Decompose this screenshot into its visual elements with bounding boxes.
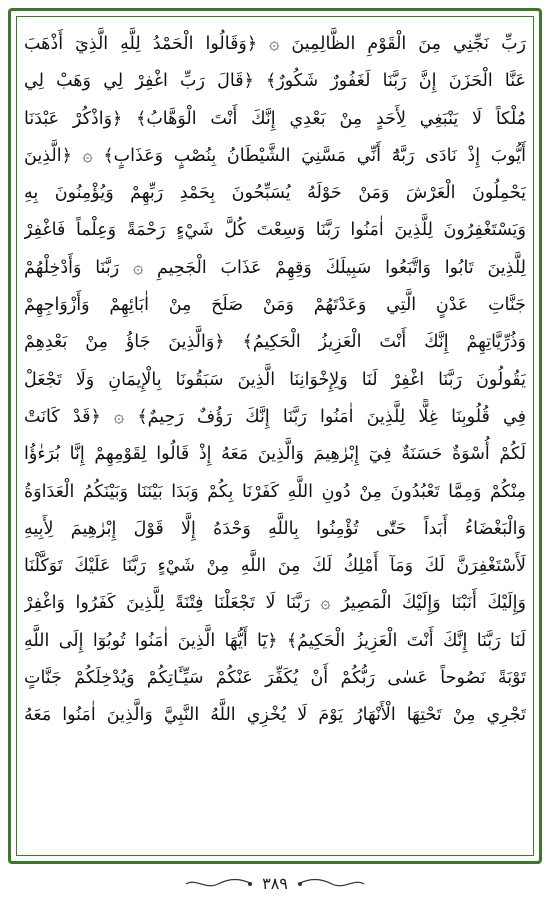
text-line: يَحْمِلُونَ الْعَرْشَ وَمَنْ حَوْلَهُ يُسَبِّحُونَ بِحَمْدِ رَبِّهِمْ وَيُؤْمِنُونَ بِهِ <box>24 183 526 204</box>
text-line: فِي قُلُوبِنَا غِلًّا لِلَّذِينَ اٰمَنُوا رَبَّنَا إِنَّكَ رَؤُفٌ رَحِيمٌ﴾ ۞ ﴿قَدْ كَانَتْ <box>24 406 526 427</box>
text-line: لَكُمْ أُسْوَةٌ حَسَنَةٌ فِيٓ إِبْرٰهِيمَ وَالَّذِينَ مَعَهُ إِذْ قَالُوا لِقَوْمِهِمْ إِنَّا بُرَءٰؤُا <box>24 444 526 465</box>
text-line: لَنَا رَبَّنَا إِنَّكَ أَنْتَ الْعَزِيزُ الْحَكِيمُ﴾ ﴿يَٓا أَيُّهَا الَّذِينَ اٰمَنُوا تُوبُوٓا إِلَى اللَّهِ <box>24 630 526 651</box>
text-line: تَوْبَةً نَصُوحاً عَسٰى رَبُّكُمْ أَنْ يُكَفِّرَ عَنْكُمْ سَيِّـَٔاتِكُمْ وَيُدْخِلَكُمْ جَنَّاتٍ <box>24 668 526 689</box>
text-line: وَيَسْتَغْفِرُونَ لِلَّذِينَ اٰمَنُوا رَبَّنَا وَسِعْتَ كُلَّ شَيْءٍ رَحْمَةً وَعِلْماً فَاغْفِرْ <box>24 220 526 241</box>
text-line: مُلْكاً لَا يَنْبَغِي لِأَحَدٍ مِنْ بَعْدِي إِنَّكَ أَنْتَ الْوَهَّابُ﴾ ﴿وَاذْكُرْ عَبْدَنَا <box>24 108 526 129</box>
text-line: لَأَسْتَغْفِرَنَّ لَكَ وَمَآ أَمْلِكُ لَكَ مِنَ اللَّهِ مِنْ شَيْءٍ رَبَّنَا عَلَيْكَ تَوَكَّلْنَا <box>24 556 526 577</box>
text-line: رَبِّ نَجِّنِي مِنَ الْقَوْمِ الظَّالِمِينَ ۞ ﴿وَقَالُوا الْحَمْدُ لِلَّهِ الَّذِيٓ أَذْهَبَ <box>24 34 526 54</box>
text-line: وَإِلَيْكَ أَنَبْنَا وَإِلَيْكَ الْمَصِيرُ ۞ رَبَّنَا لَا تَجْعَلْنَا فِتْنَةً لِلَّذِينَ كَفَرُوا وَاغْفِرْ <box>24 593 526 614</box>
text-line: تَجْرِي مِنْ تَحْتِهَا الْأَنْهَارُ يَوْمَ لَا يُخْزِي اللَّهُ النَّبِيَّ وَالَّذِينَ اٰمَنُوا مَعَهُ <box>24 705 526 726</box>
swirl-ornament-icon <box>296 876 366 890</box>
text-line: جَنَّاتِ عَدْنٍ الَّتِي وَعَدْتَهُمْ وَمَنْ صَلَحَ مِنْ اٰبَائِهِمْ وَأَزْوَاجِهِمْ <box>24 295 526 316</box>
text-line: لِلَّذِينَ تَابُوا وَاتَّبَعُوا سَبِيلَكَ وَقِهِمْ عَذَابَ الْجَحِيمِ ۞ رَبَّنَا وَأَدْخِلْهُمْ <box>24 257 526 278</box>
text-line: وَالْبَغْضَاءُ أَبَداً حَتّٰى تُؤْمِنُوا بِاللَّهِ وَحْدَهُ إِلَّا قَوْلَ إِبْرٰهِيمَ لِأَبِيهِ <box>24 518 526 539</box>
text-line: عَنَّا الْحَزَنَ إِنَّ رَبَّنَا لَغَفُورٌ شَكُورٌ﴾ ﴿قَالَ رَبِّ اغْفِرْ لِي وَهَبْ لِي <box>24 71 526 92</box>
quran-text-block <box>24 26 526 848</box>
text-line: يَقُولُونَ رَبَّنَا اغْفِرْ لَنَا وَلِإِخْوَانِنَا الَّذِينَ سَبَقُونَا بِالْإِيمَانِ وَلَا تَجْعَلْ <box>24 369 526 390</box>
page-number: ٣٨٩ <box>262 873 288 893</box>
swirl-ornament-icon <box>184 876 254 890</box>
text-line: أَيُّوبَ إِذْ نَادَى رَبَّهُٓ أَنِّي مَسَّنِيَ الشَّيْطَانُ بِنُصْبٍ وَعَذَابٍ﴾ ۞ ﴿الَّذِينَ <box>24 145 526 166</box>
text-line: وَذُرِّيَّاتِهِمْ إِنَّكَ أَنْتَ الْعَزِيزُ الْحَكِيمُ﴾ ﴿وَالَّذِينَ جَاؤُ مِنْ بَعْدِهِمْ <box>24 332 526 353</box>
page-footer <box>0 868 550 898</box>
text-line: مِنْكُمْ وَمِمَّا تَعْبُدُونَ مِنْ دُونِ اللَّهِ كَفَرْنَا بِكُمْ وَبَدَا بَيْنَنَا وَبَيْنَكُمُ الْعَدَاوَةُ <box>24 481 526 502</box>
